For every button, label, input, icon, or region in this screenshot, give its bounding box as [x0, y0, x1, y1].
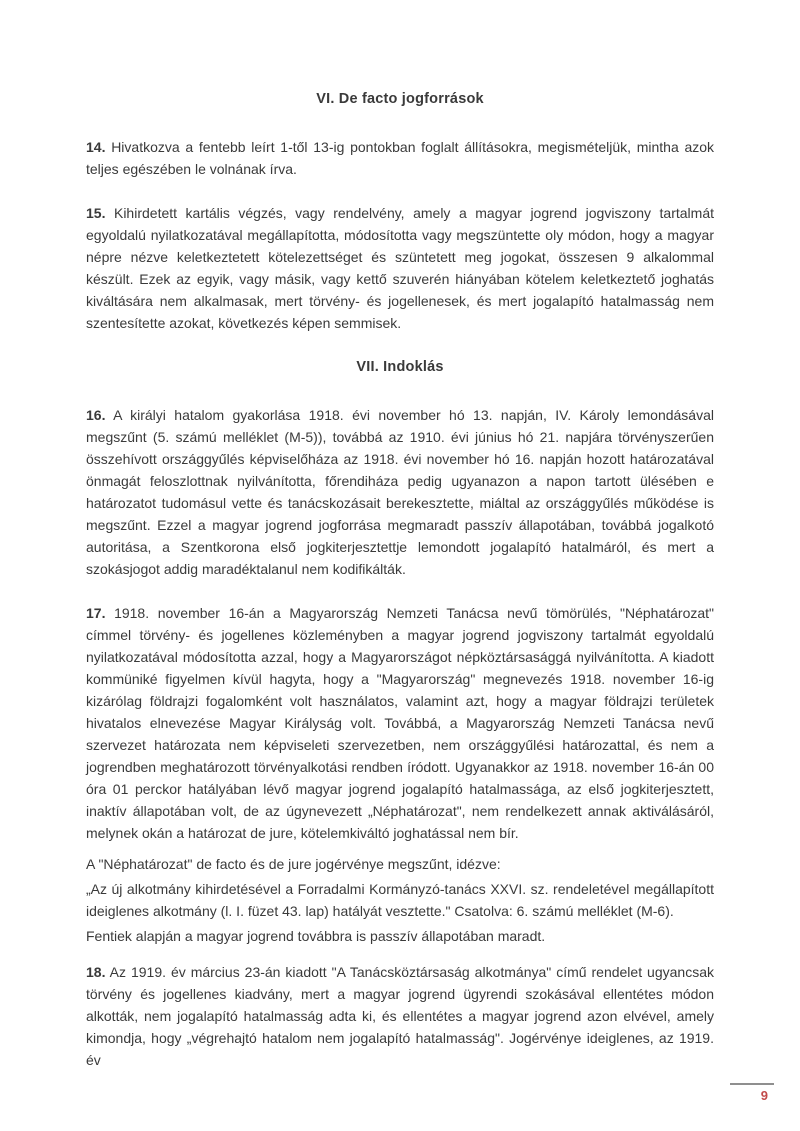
paragraph-16 [86, 404, 714, 580]
paragraph-15-text: Kihirdetett kartális végzés, vagy rendelvény, amely a magyar jogrend jogviszony tartalmát egyoldalú nyilatkozatával megállapította, módosította vagy megszüntette oly módon, hogy a magyar népre nézve keletkeztetett kötelezettséget és szüntetett meg jogokat, összesen 9 alkalommal készült. Ezek az egyik, vagy másik, vagy kettő szuverén hiányában kötelem keletkeztető joghatás kiváltására nem alkalmasak, mert törvény- és jogellenesek, és mert jogalapító hatalmasság nem szentesítette azokat, következés képen semmisek. [86, 205, 714, 331]
paragraph-18 [86, 961, 714, 1071]
paragraph-16-text: A királyi hatalom gyakorlása 1918. évi november hó 13. napján, IV. Károly lemondásával megszűnt (5. számú melléklet (M-5)), továbbá az 1910. évi június hó 21. napjára törvényszerűen összehívott országgyűlés képviselőháza az 1918. évi november hó 16. napján hozott határozatával önmagát feloszlottnak nyilvánította, főrendiháza pedig ugyanazon a napon tartott ülésében e határozatot tudomásul vette és tanácskozásait berekesztette, miáltal az országgyűlés működése is megszűnt. Ezzel a magyar jogrend jogforrása megmaradt passzív állapotában, továbbá jogalkotó autoritása, a Szentkorona első jogkiterjesztettje lemondott jogalapító hatalmáról, és mert a szokásjogot addig maradéktalanul nem kodifikálták. [86, 407, 714, 577]
note-quote: „Az új alkotmány kihirdetésével a Forradalmi Kormányzó-tanács XXVI. sz. rendeletével megállapított ideiglenes alkotmány (l. I. füzet 43. lap) hatályát vesztette." Csatolva: 6. számú melléklet (M-6). [86, 881, 714, 919]
paragraph-18-text: Az 1919. év március 23-án kiadott "A Tanácsköztársaság alkotmánya" című rendelet ugyancsak törvény és jogellenes kiadvány, mert a magyar jogrend ügyrendi szokásával ellentétes módon alkották, nem jogalapító hatalmasság adta ki, és ellentétes a magyar jogrend azon elvével, amely kimondja, hogy „végrehajtó hatalom nem jogalapító hatalmasság". Jogérvénye ideiglenes, az 1919. év [86, 964, 714, 1068]
paragraph-15 [86, 202, 714, 334]
paragraph-18-number: 18. [86, 964, 106, 980]
note-closing-line: Fentiek alapján a magyar jogrend továbbra is passzív állapotában maradt. [86, 928, 546, 944]
paragraph-14-text: Hivatkozva a fentebb leírt 1-től 13-ig pontokban foglalt állításokra, megismételjük, mintha azok teljes egészében le volnának írva. [86, 139, 715, 177]
paragraph-15-number: 15. [86, 205, 106, 221]
paragraph-17-number: 17. [86, 605, 106, 621]
paragraph-16-number: 16. [86, 407, 106, 423]
paragraph-14 [86, 136, 714, 180]
page-footer [730, 1083, 774, 1103]
section-heading-vii: VII. Indoklás [356, 359, 444, 375]
footer-rule [730, 1083, 774, 1085]
paragraph-17-text: 1918. november 16-án a Magyarország Nemzeti Tanácsa nevű tömörülés, "Néphatározat" címmel törvény- és jogellenes közleményben a magyar jogrend jogviszony tartalmát egyoldalú nyilatkozatával módosította azzal, hogy a Magyarországot népköztársasággá nyilvánította. A kiadott kommüniké figyelmen kívül hagyta, hogy a "Magyarország" megnevezés 1918. november 16-ig kizárólag földrajzi fogalomként volt használatos, valamint azt, hogy a magyar földrajzi területek hivatalos elnevezése Magyar Királyság volt. Továbbá, a Magyarország Nemzeti Tanácsa nevű szervezet határozata nem képviseleti szervezetben, nem országgyűlési határozattal, és nem a jogrendben meghatározott törvényalkotási rendben íródott. Ugyanakkor az 1918. november 16-án 00 óra 01 perckor hatályában lévő magyar jogrend jogalapító hatalmassága, az első jogkiterjesztett, inaktív állapotában volt, de az úgynevezett „Néphatározat", nem rendelkezett annak aktiválásáról, melynek okán a határozat de jure, kötelemkiváltó joghatással nem bír. [86, 605, 715, 841]
paragraph-14-number: 14. [86, 139, 106, 155]
page-number: 9 [760, 1088, 768, 1103]
section-heading-vi: VI. De facto jogforrások [316, 91, 484, 107]
note-intro-line: A "Néphatározat" de facto és de jure jogérvénye megszűnt, idézve: [86, 856, 501, 872]
paragraph-17 [86, 602, 714, 844]
